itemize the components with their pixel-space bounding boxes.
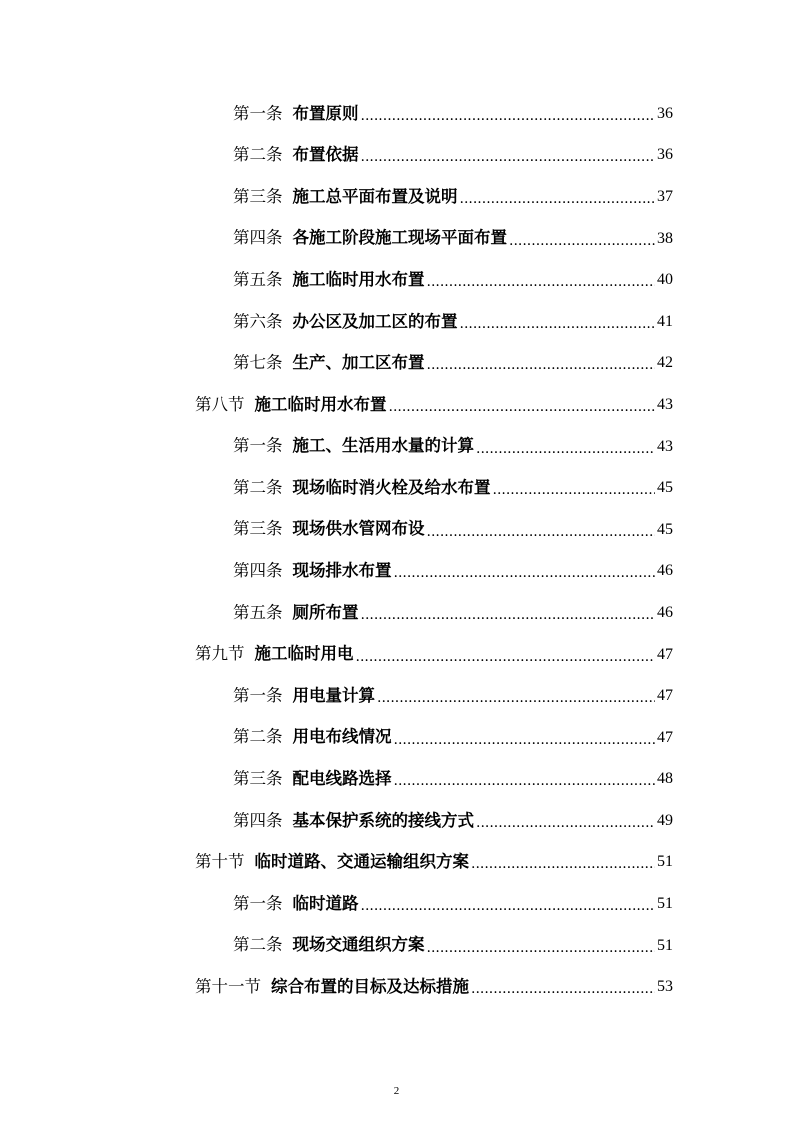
toc-dot-leader [427,275,656,289]
toc-entry-title: 施工临时用水布置 [292,269,425,289]
toc-entry-page: 46 [657,562,673,580]
toc-entry-number: 第十一节 [195,977,261,997]
toc-dot-leader [356,650,656,664]
toc-entry-page: 45 [657,520,673,538]
toc-entry-page: 47 [657,687,673,705]
toc-entry-title: 施工临时用电 [254,644,354,664]
toc-dot-leader [361,899,656,913]
page-number: 2 [393,1085,400,1097]
toc-article-entry[interactable] [0,467,793,509]
toc-entry-page: 42 [657,354,673,372]
toc-entry-page: 38 [657,229,673,247]
toc-entry-number: 第五条 [233,602,283,622]
toc-entry-number: 第二条 [233,727,283,747]
toc-article-entry[interactable] [0,551,793,593]
toc-entry-number: 第一条 [233,685,283,705]
toc-entry-number: 第三条 [233,186,283,206]
toc-article-entry[interactable] [0,259,793,301]
toc-entry-number: 第四条 [233,561,283,581]
toc-dot-leader [361,150,656,164]
toc-dot-leader [460,192,656,206]
toc-section-entry[interactable] [0,384,793,426]
toc-entry-number: 第五条 [233,269,283,289]
toc-entry-title: 施工总平面布置及说明 [292,186,458,206]
toc-dot-leader [476,442,655,456]
toc-entry-number: 第二条 [233,145,283,165]
toc-article-entry[interactable] [0,426,793,468]
toc-entry-page: 49 [657,811,673,829]
toc-entry-page: 40 [657,271,673,289]
toc-entry-number: 第二条 [233,477,283,497]
toc-article-entry[interactable] [0,176,793,218]
toc-dot-leader [471,857,655,871]
toc-dot-leader [476,816,655,830]
toc-entry-title: 现场排水布置 [292,561,392,581]
toc-entry-title: 施工临时用水布置 [254,394,387,414]
toc-entry-number: 第九节 [195,644,245,664]
toc-entry-page: 45 [657,479,673,497]
toc-section-entry[interactable] [0,966,793,1008]
toc-article-entry[interactable] [0,717,793,759]
toc-article-entry[interactable] [0,759,793,801]
toc-entry-number: 第三条 [233,519,283,539]
toc-entry-page: 47 [657,728,673,746]
toc-entry-page: 36 [657,104,673,122]
toc-entry-title: 办公区及加工区的布置 [292,311,458,331]
toc-entry-number: 第三条 [233,769,283,789]
toc-section-entry[interactable] [0,634,793,676]
toc-dot-leader [427,941,656,955]
toc-entry-title: 现场交通组织方案 [292,935,425,955]
toc-article-entry[interactable] [0,343,793,385]
toc-dot-leader [394,566,656,580]
toc-dot-leader [427,358,656,372]
toc-entry-page: 51 [657,936,673,954]
toc-entry-number: 第十节 [195,852,245,872]
toc-entry-title: 综合布置的目标及达标措施 [271,977,469,997]
toc-entry-number: 第二条 [233,935,283,955]
toc-article-entry[interactable] [0,800,793,842]
toc-entry-page: 47 [657,645,673,663]
toc-entry-page: 37 [657,187,673,205]
toc-entry-title: 临时道路、交通运输组织方案 [254,852,469,872]
toc-entry-page: 53 [657,978,673,996]
toc-entry-page: 43 [657,437,673,455]
toc-article-entry[interactable] [0,675,793,717]
toc-entry-number: 第一条 [233,893,283,913]
toc-entry-title: 布置原则 [292,103,359,123]
toc-article-entry[interactable] [0,93,793,135]
toc-entry-title: 临时道路 [292,893,359,913]
toc-section-entry[interactable] [0,842,793,884]
toc-dot-leader [394,733,656,747]
toc-entry-number: 第一条 [233,103,283,123]
toc-entry-title: 布置依据 [292,145,359,165]
toc-dot-leader [471,982,655,996]
toc-entry-page: 51 [657,895,673,913]
toc-dot-leader [389,400,656,414]
toc-article-entry[interactable] [0,509,793,551]
toc-entry-title: 用电布线情况 [292,727,392,747]
toc-entry-title: 现场供水管网布设 [292,519,425,539]
toc-entry-number: 第七条 [233,353,283,373]
toc-entry-title: 基本保护系统的接线方式 [292,810,474,830]
toc-dot-leader [493,483,656,497]
toc-article-entry[interactable] [0,592,793,634]
toc-entry-page: 48 [657,770,673,788]
toc-dot-leader [394,774,656,788]
toc-article-entry[interactable] [0,925,793,967]
toc-entry-number: 第八节 [195,394,245,414]
toc-entry-number: 第四条 [233,810,283,830]
toc-entry-page: 46 [657,603,673,621]
toc-entry-title: 配电线路选择 [292,769,392,789]
toc-dot-leader [427,525,656,539]
toc-entry-title: 现场临时消火栓及给水布置 [292,477,491,497]
toc-article-entry[interactable] [0,301,793,343]
toc-entry-number: 第四条 [233,228,283,248]
toc-dot-leader [460,317,656,331]
toc-dot-leader [361,608,656,622]
toc-article-entry[interactable] [0,135,793,177]
table-of-contents [0,93,793,1008]
toc-entry-number: 第一条 [233,436,283,456]
toc-entry-title: 施工、生活用水量的计算 [292,436,474,456]
toc-dot-leader [361,109,656,123]
toc-article-entry[interactable] [0,218,793,260]
toc-entry-title: 生产、加工区布置 [292,353,425,373]
toc-entry-page: 41 [657,312,673,330]
toc-dot-leader [377,691,655,705]
toc-dot-leader [509,234,655,248]
toc-entry-number: 第六条 [233,311,283,331]
toc-entry-title: 用电量计算 [292,685,375,705]
toc-entry-page: 51 [657,853,673,871]
toc-entry-page: 36 [657,146,673,164]
toc-entry-title: 各施工阶段施工现场平面布置 [292,228,507,248]
toc-article-entry[interactable] [0,883,793,925]
toc-entry-page: 43 [657,395,673,413]
toc-entry-title: 厕所布置 [292,602,359,622]
